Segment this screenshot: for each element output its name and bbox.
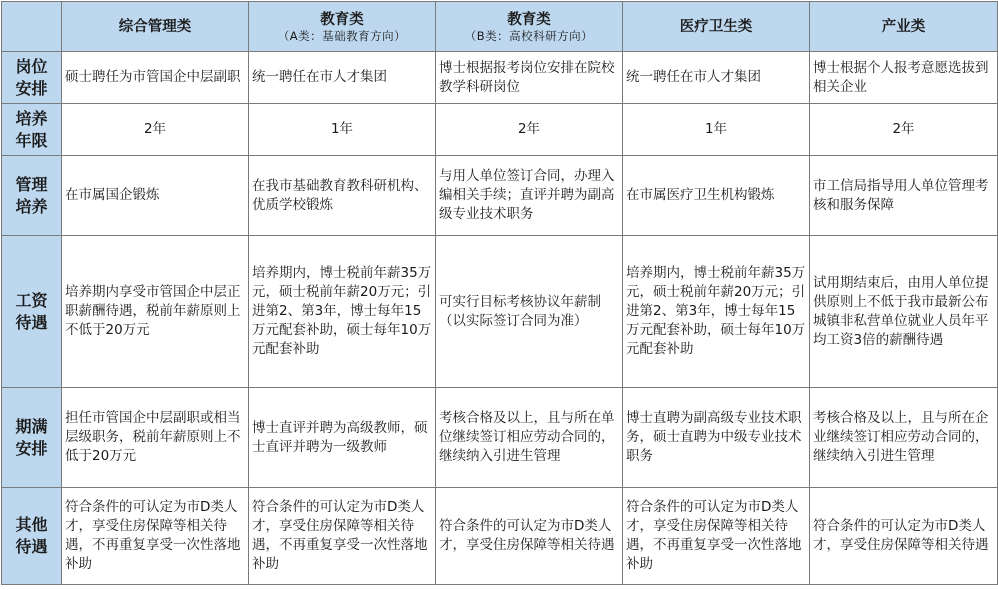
row-header-salary xyxy=(2,236,62,388)
table-cell: 符合条件的可认定为市D类人才，享受住房保障等相关待遇 xyxy=(436,488,623,585)
table-cell: 硕士聘任为市管国企中层副职 xyxy=(62,52,249,104)
table-row-position xyxy=(2,52,998,104)
table-cell: 试用期结束后，由用人单位提供原则上不低于我市最新公布城镇非私营单位就业人员年平均工资3倍的薪酬待遇 xyxy=(810,236,998,388)
row-label-line: 安排 xyxy=(15,78,48,98)
table-cell: 符合条件的可认定为市D类人才，享受住房保障等相关待遇，不再重复享受一次性落地补助 xyxy=(249,488,436,585)
table-cell: 符合条件的可认定为市D类人才，享受住房保障等相关待遇 xyxy=(810,488,998,585)
table-cell: 培养期内享受市管国企中层正职薪酬待遇，税前年薪原则上不低于20万元 xyxy=(62,236,249,388)
row-header-management xyxy=(2,156,62,236)
table-row-expiration xyxy=(2,388,998,488)
table-cell: 与用人单位签订合同，办理入编相关手续；直评并聘为副高级专业技术职务 xyxy=(436,156,623,236)
row-label-line: 工资 xyxy=(15,290,48,310)
policy-comparison-table xyxy=(1,1,998,585)
column-title: 医疗卫生类 xyxy=(679,18,753,35)
header-corner xyxy=(2,2,62,52)
row-label-line: 待遇 xyxy=(15,537,48,556)
row-label-line: 其他 xyxy=(15,515,48,534)
table-cell: 博士直聘为副高级专业技术职务，硕士直聘为中级专业技术职务 xyxy=(623,388,810,488)
row-header-expiration xyxy=(2,388,62,488)
table-cell: 博士直评并聘为高级教师，硕士直评并聘为一级教师 xyxy=(249,388,436,488)
table-cell: 在市属国企锻炼 xyxy=(62,156,249,236)
column-header-education-b xyxy=(436,2,623,52)
column-subtitle: （B类：高校科研方向） xyxy=(464,28,594,43)
table-row-other-benefits xyxy=(2,488,998,585)
table-cell: 可实行目标考核协议年薪制（以实际签订合同为准） xyxy=(436,236,623,388)
header-row xyxy=(2,2,998,52)
column-header-medical-health xyxy=(623,2,810,52)
table-cell: 市工信局指导用人单位管理考核和服务保障 xyxy=(810,156,998,236)
table-cell: 博士根据个人报考意愿选拔到相关企业 xyxy=(810,52,998,104)
table-cell: 符合条件的可认定为市D类人才，享受住房保障等相关待遇，不再重复享受一次性落地补助 xyxy=(623,488,810,585)
row-header-training-years xyxy=(2,104,62,156)
column-title: 教育类 xyxy=(507,11,551,28)
row-label-line: 年限 xyxy=(15,130,48,150)
row-label-line: 管理 xyxy=(15,174,48,194)
row-header-other-benefits xyxy=(2,488,62,585)
table-cell: 担任市管国企中层副职或相当层级职务，税前年薪原则上不低于20万元 xyxy=(62,388,249,488)
table-cell: 培养期内，博士税前年薪35万元，硕士税前年薪20万元；引进第2、第3年，博士每年15万元配套补助，硕士每年10万元配套补助 xyxy=(249,236,436,388)
row-label-line: 培养 xyxy=(15,196,48,216)
table-cell: 在我市基础教育教科研机构、优质学校锻炼 xyxy=(249,156,436,236)
table-row-management xyxy=(2,156,998,236)
table-cell: 统一聘任在市人才集团 xyxy=(623,52,810,104)
table-cell: 符合条件的可认定为市D类人才，享受住房保障等相关待遇，不再重复享受一次性落地补助 xyxy=(62,488,249,585)
table-cell: 2年 xyxy=(810,104,998,156)
table-cell: 考核合格及以上，且与所在单位继续签订相应劳动合同的，继续纳入引进生管理 xyxy=(436,388,623,488)
row-label-line: 培养 xyxy=(15,108,48,128)
column-title: 产业类 xyxy=(881,18,926,35)
row-label-line: 待遇 xyxy=(15,312,48,332)
row-label-line: 期满 xyxy=(15,416,48,436)
table-cell: 培养期内，博士税前年薪35万元，硕士税前年薪20万元；引进第2、第3年，博士每年15万元配套补助，硕士每年10万元配套补助 xyxy=(623,236,810,388)
table-cell: 1年 xyxy=(623,104,810,156)
row-label-line: 岗位 xyxy=(15,56,48,76)
table-cell: 1年 xyxy=(249,104,436,156)
column-title: 综合管理类 xyxy=(118,18,192,35)
table-cell: 在市属医疗卫生机构锻炼 xyxy=(623,156,810,236)
table-cell: 博士根据报考岗位安排在院校教学科研岗位 xyxy=(436,52,623,104)
column-header-education-a xyxy=(249,2,436,52)
column-subtitle: （A类：基础教育方向） xyxy=(277,28,407,43)
table-row-training-years xyxy=(2,104,998,156)
table-cell: 2年 xyxy=(436,104,623,156)
table-row-salary xyxy=(2,236,998,388)
row-label-line: 安排 xyxy=(15,438,48,458)
column-header-industry xyxy=(810,2,998,52)
row-header-position xyxy=(2,52,62,104)
column-header-comprehensive-management xyxy=(62,2,249,52)
table-cell: 考核合格及以上，且与所在企业继续签订相应劳动合同的，继续纳入引进生管理 xyxy=(810,388,998,488)
table-cell: 统一聘任在市人才集团 xyxy=(249,52,436,104)
table-cell: 2年 xyxy=(62,104,249,156)
column-title: 教育类 xyxy=(320,11,364,28)
